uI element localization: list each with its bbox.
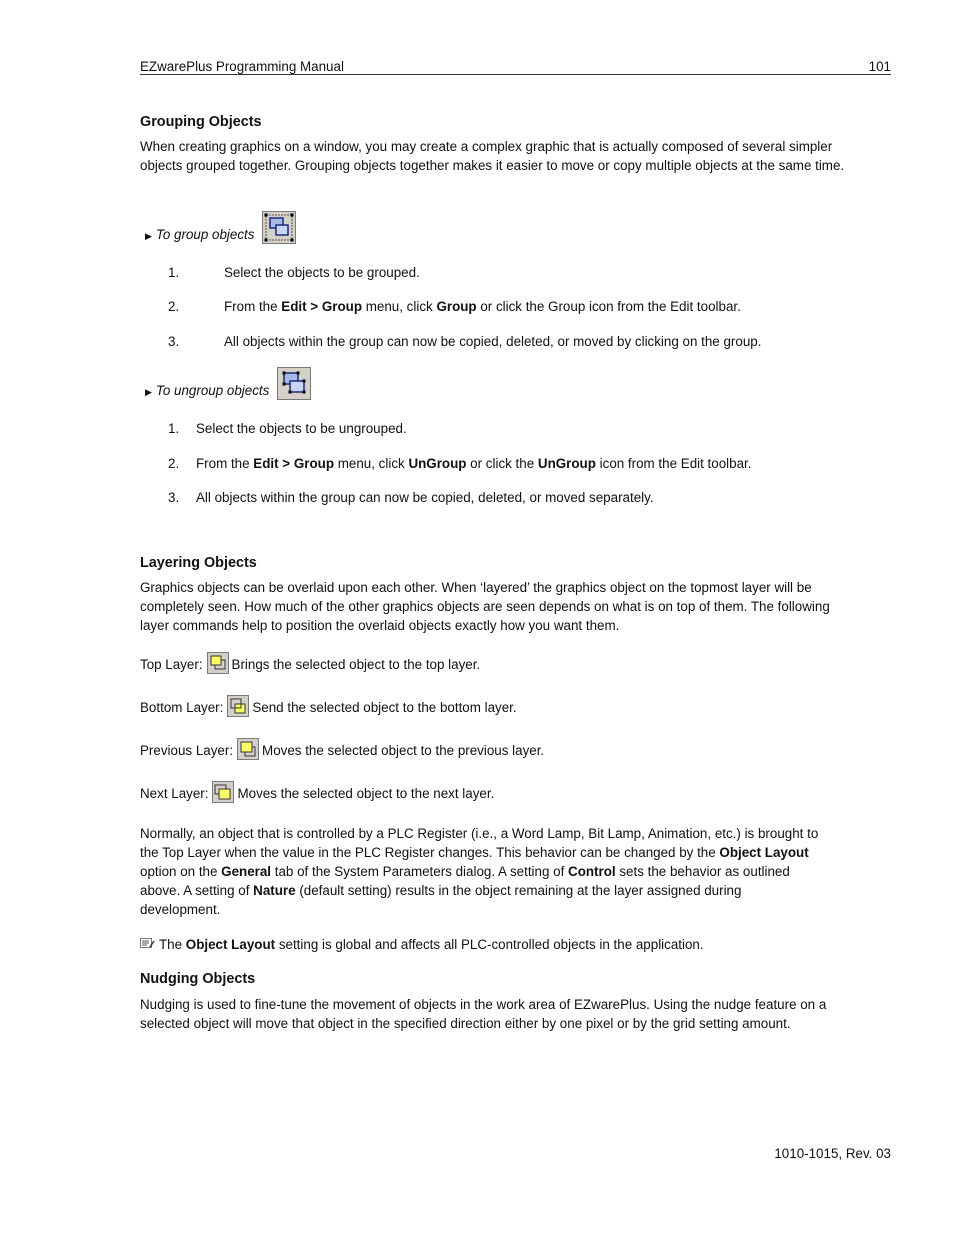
layer-command-description: Moves the selected object to the next layer. [237,786,495,801]
bottom-layer-icon [227,695,249,717]
text-run: From the [224,299,282,314]
ungroup-procedure-title [145,367,311,400]
group-procedure-label: To group objects [155,227,255,242]
text-run: All objects within the group can now be copied, deleted, or moved separately. [196,490,654,505]
bold-term: General [221,864,272,879]
bold-term: Nature [253,883,296,898]
step-number: 3. [168,334,180,349]
bold-term: Object Layout [719,845,809,860]
step-text [224,263,420,282]
text-run: (default setting) results in the object remaining at the layer assigned during development. [140,883,742,917]
step-text [196,488,654,507]
layering-intro: Graphics objects can be overlaid upon each other. When ‘layered’ the graphics object on the topmost layer will be completely seen. How much of the other graphics objects are seen depends on what is on top of them. The following layer commands help to position the overlaid objects exactly how you want them. [140,580,830,633]
text-run: menu, click [362,299,437,314]
text-run: Select the objects to be ungrouped. [196,421,407,436]
layer-command [140,781,494,803]
bold-term: Object Layout [185,937,276,952]
layer-command-label: Bottom Layer: [140,700,224,715]
step-number: 1. [168,421,180,436]
text-run: option on the [140,864,222,879]
ungroup-icon [277,367,311,400]
layer-command-label: Next Layer: [140,786,209,801]
page-number: 101 [868,59,891,74]
document-id: 1010-1015, Rev. 03 [774,1146,891,1161]
note-icon [140,935,155,954]
nudging-intro: Nudging is used to fine-tune the movement of objects in the work area of EZwarePlus. Using the nudge feature on a selected object will move that object in the specified direction either by one pixel or by the grid setting amount. [140,997,827,1031]
next-layer-icon [212,781,234,803]
bold-term: UnGroup [537,456,596,471]
text-run: From the [196,456,254,471]
step-number: 2. [168,456,180,471]
triangle-bullet-icon: ▶ [145,231,152,241]
group-icon [262,211,296,244]
text-run: Normally, an object that is controlled by a PLC Register (i.e., a Word Lamp, Bit Lamp, Animation, etc.) is brought to the Top Layer when the value in the PLC Register changes. This behavior can be changed by the [140,826,819,860]
triangle-bullet-icon: ▶ [145,387,152,397]
manual-title: EZwarePlus Programming Manual [140,59,344,74]
text-run: menu, click [334,456,409,471]
text-run: sets the behavior as outlined above. A setting of [140,864,790,898]
bold-term: Edit > Group [253,456,335,471]
group-procedure-title [145,211,296,244]
layer-command-description: Moves the selected object to the previous layer. [262,743,545,758]
step-text [224,332,761,351]
page-header [140,57,891,75]
layering-heading: Layering Objects [140,555,257,571]
bold-term: Edit > Group [281,299,363,314]
layer-command [140,738,544,760]
layer-command-description: Brings the selected object to the top layer. [231,657,481,672]
text-run: The [159,937,186,952]
grouping-heading: Grouping Objects [140,114,262,130]
text-run: or click the [466,456,538,471]
top-layer-icon [207,652,229,674]
layer-command-description: Send the selected object to the bottom layer. [252,700,517,715]
step-text [196,419,407,438]
bold-term: Group [436,299,477,314]
step-number: 2. [168,299,180,314]
nudging-heading: Nudging Objects [140,971,256,987]
layer-command [140,695,517,717]
bold-term: UnGroup [408,456,467,471]
text-run: setting is global and affects all PLC-controlled objects in the application. [275,937,704,952]
text-run: Select the objects to be grouped. [224,265,420,280]
text-run: tab of the System Parameters dialog. A setting of [271,864,569,879]
step-number: 3. [168,490,180,505]
plc-paragraph [140,824,825,919]
previous-layer-icon [237,738,259,760]
text-run: icon from the Edit toolbar. [595,456,752,471]
grouping-intro: When creating graphics on a window, you may create a complex graphic that is actually composed of several simpler objects grouped together. Grouping objects together makes it easier to move or copy multiple objects at the same time. [140,139,845,173]
layer-command-label: Top Layer: [140,657,203,672]
ungroup-procedure-label: To ungroup objects [155,383,270,398]
note-line [140,935,704,954]
note-text [159,935,704,954]
step-number: 1. [168,265,180,280]
text-run: All objects within the group can now be copied, deleted, or moved by clicking on the group. [224,334,762,349]
bold-term: Control [568,864,616,879]
step-text [224,297,741,316]
layer-command [140,652,480,674]
step-text [196,454,751,473]
layer-command-label: Previous Layer: [140,743,234,758]
text-run: or click the Group icon from the Edit toolbar. [476,299,741,314]
